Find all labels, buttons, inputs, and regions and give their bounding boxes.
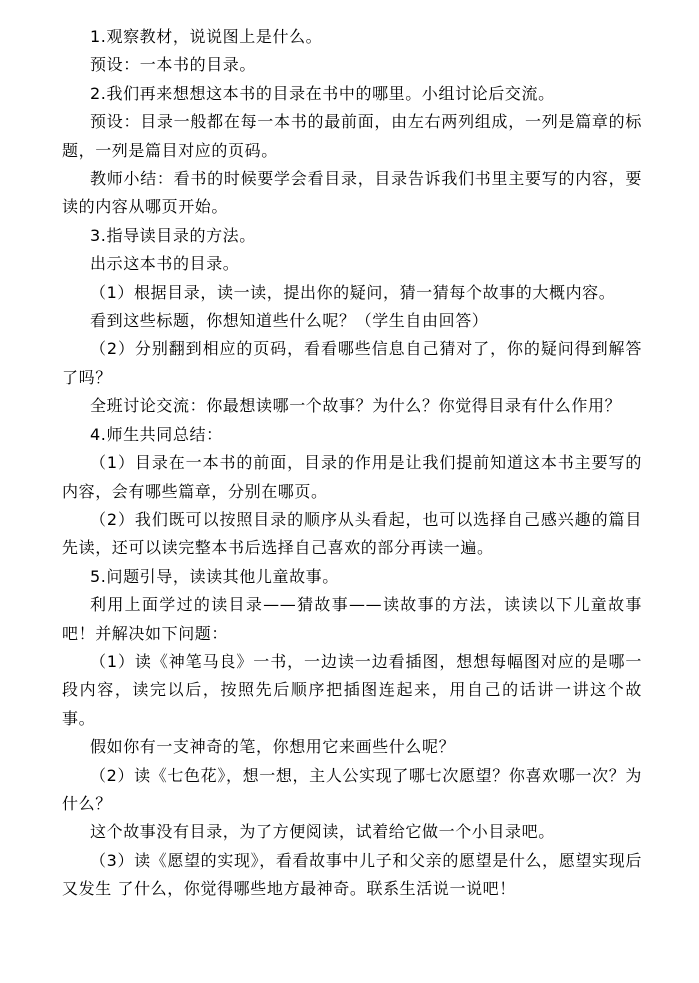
- paragraph-15: 5.问题引导，读读其他儿童故事。: [90, 566, 339, 586]
- paragraph-17: （1）读《神笔马良》一书，一边读一边看插图，想想每幅图对应的是哪一段内容，读完以后，按照先后顺序把插图连起来，用自己的话讲一讲这个故事。: [62, 651, 642, 728]
- paragraph-19: （2）读《七色花》，想一想，主人公实现了哪七次愿望？你喜欢哪一次？为什么？: [62, 765, 642, 813]
- paragraph-11: 全班讨论交流：你最想读哪一个故事？为什么？你觉得目录有什么作用？: [90, 396, 622, 416]
- paragraph-21: （3）读《愿望的实现》，看看故事中儿子和父亲的愿望是什么，愿望实现后又发生 了什么，你觉得哪些地方最神奇。联系生活说一说吧！: [62, 850, 642, 899]
- paragraph-16: 利用上面学过的读目录——猜故事——读故事的方法，读读以下儿童故事吧！并解决如下问题：: [62, 595, 642, 643]
- paragraph-4: 预设：目录一般都在每一本书的最前面，由左右两列组成，一列是篇章的标题，一列是篇目对应的页码。: [62, 112, 642, 160]
- paragraph-10: （2）分别翻到相应的页码，看看哪些信息自己猜对了，你的疑问得到解答了吗？: [62, 339, 642, 387]
- document-body: [62, 23, 642, 904]
- paragraph-7: 出示这本书的目录。: [90, 254, 240, 274]
- paragraph-1: 1.观察教材，说说图上是什么。: [90, 27, 323, 46]
- paragraph-13: （1）目录在一本书的前面，目录的作用是让我们提前知道这本书主要写的内容，会有哪些篇章，分别在哪页。: [62, 453, 642, 501]
- paragraph-14: （2）我们既可以按照目录的顺序从头看起，也可以选择自己感兴趣的篇目先读，还可以读完整本书后选择自己喜欢的部分再读一遍。: [62, 509, 642, 558]
- paragraph-18: 假如你有一支神奇的笔，你想用它来画些什么呢？: [90, 737, 456, 757]
- paragraph-20: 这个故事没有目录，为了方便阅读，试着给它做一个小目录吧。: [90, 822, 555, 842]
- paragraph-5: 教师小结：看书的时候要学会看目录，目录告诉我们书里主要写的内容，要读的内容从哪页开始。: [62, 169, 642, 217]
- paragraph-8: （1）根据目录，读一读，提出你的疑问，猜一猜每个故事的大概内容。: [90, 282, 616, 302]
- paragraph-12: 4.师生共同总结：: [90, 424, 223, 444]
- paragraph-2: 预设：一本书的目录。: [90, 55, 257, 75]
- paragraph-3: 2.我们再来想想这本书的目录在书中的哪里。小组讨论后交流。: [90, 83, 555, 103]
- paragraph-9: 看到这些标题，你想知道些什么呢？（学生自由回答）: [90, 311, 489, 331]
- paragraph-6: 3.指导读目录的方法。: [90, 225, 256, 245]
